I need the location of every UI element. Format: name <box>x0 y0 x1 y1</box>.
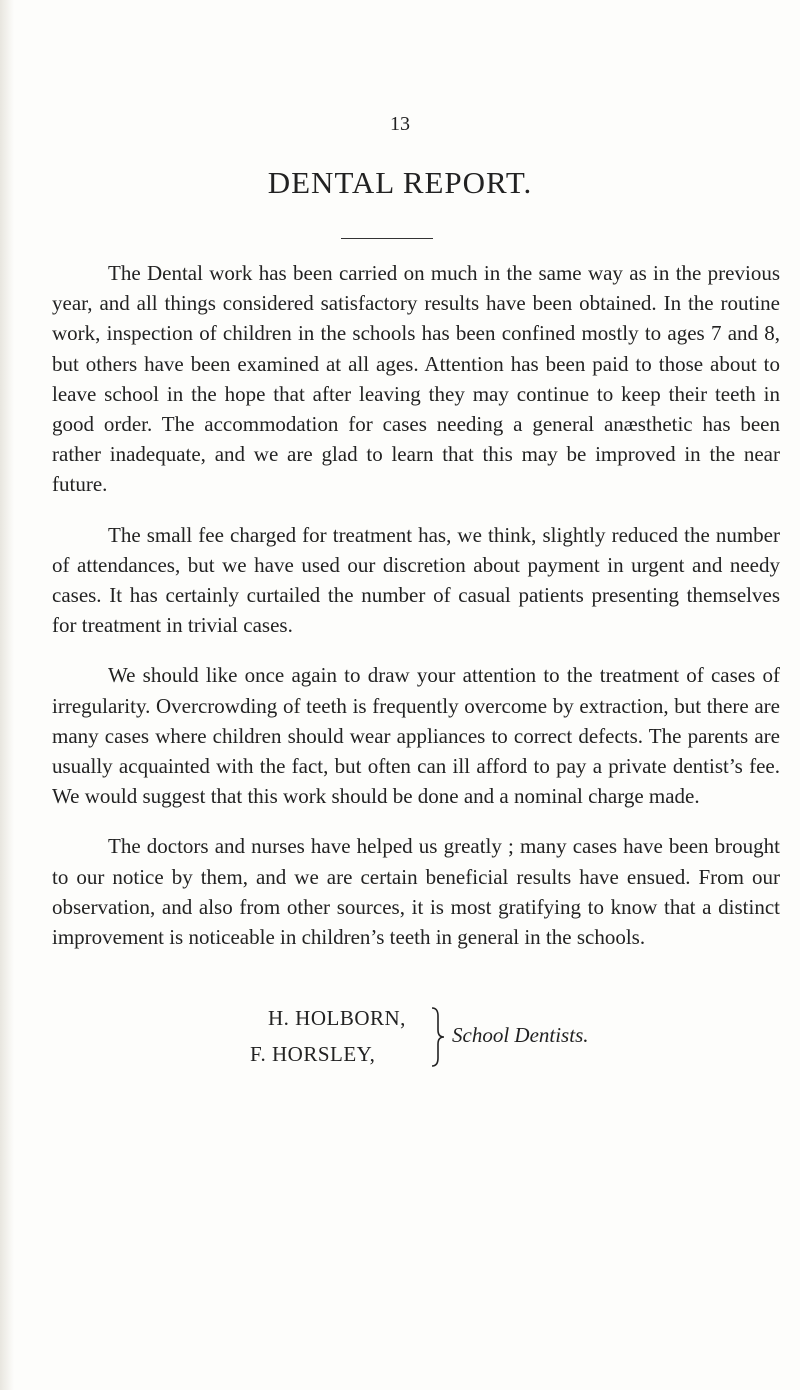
paragraph-1: The Dental work has been carried on much in the same way as in the previous year, and all things considered satisfactory results have been obtained. In the routine work, inspection of children in the schools has been confined mostly to ages 7 and 8, but others have been examined at all ages. Attention has been paid to those about to leave school in the hope that after leaving they may continue to keep their teeth in good order. The accommodation for cases needing a general anæsthetic has been rather inadequate, and we are glad to learn that this may be improved in the near future. <box>52 261 780 497</box>
signatory-name-holborn: H. HOLBORN, <box>268 1006 406 1030</box>
report-body <box>52 258 780 972</box>
report-title: DENTAL REPORT. <box>267 165 533 200</box>
title-rule <box>341 238 433 239</box>
paragraph-4: The doctors and nurses have helped us greatly ; many cases have been brought to our notice by them, and we are certain beneficial results have ensued. From our observation, and also from other sources, it is most gratifying to know that a distinct improvement is noticeable in children’s teeth in general in the schools. <box>52 834 780 950</box>
paragraph-3: We should like once again to draw your attention to the treatment of cases of irregularity. Overcrowding of teeth is frequently overcome by extraction, but there are many cases where children should wear appliances to correct defects. The parents are usually acquainted with the fact, but often can ill afford to pay a private dentist’s fee. We would suggest that this work should be done and a nominal charge made. <box>52 663 780 809</box>
signatory-name-horsley: F. HORSLEY, <box>250 1042 376 1066</box>
paragraph-2: The small fee charged for treatment has, we think, slightly reduced the number of attendances, but we have used our discretion about payment in urgent and needy cases. It has certainly curtailed the number of casual patients presenting themselves for treatment in trivial cases. <box>52 522 780 638</box>
page-edge-shadow <box>0 0 14 1390</box>
right-brace-icon <box>430 1006 446 1068</box>
page-number: 13 <box>390 113 410 135</box>
signature-block <box>250 1006 770 1076</box>
signatory-role: School Dentists. <box>452 1023 589 1047</box>
